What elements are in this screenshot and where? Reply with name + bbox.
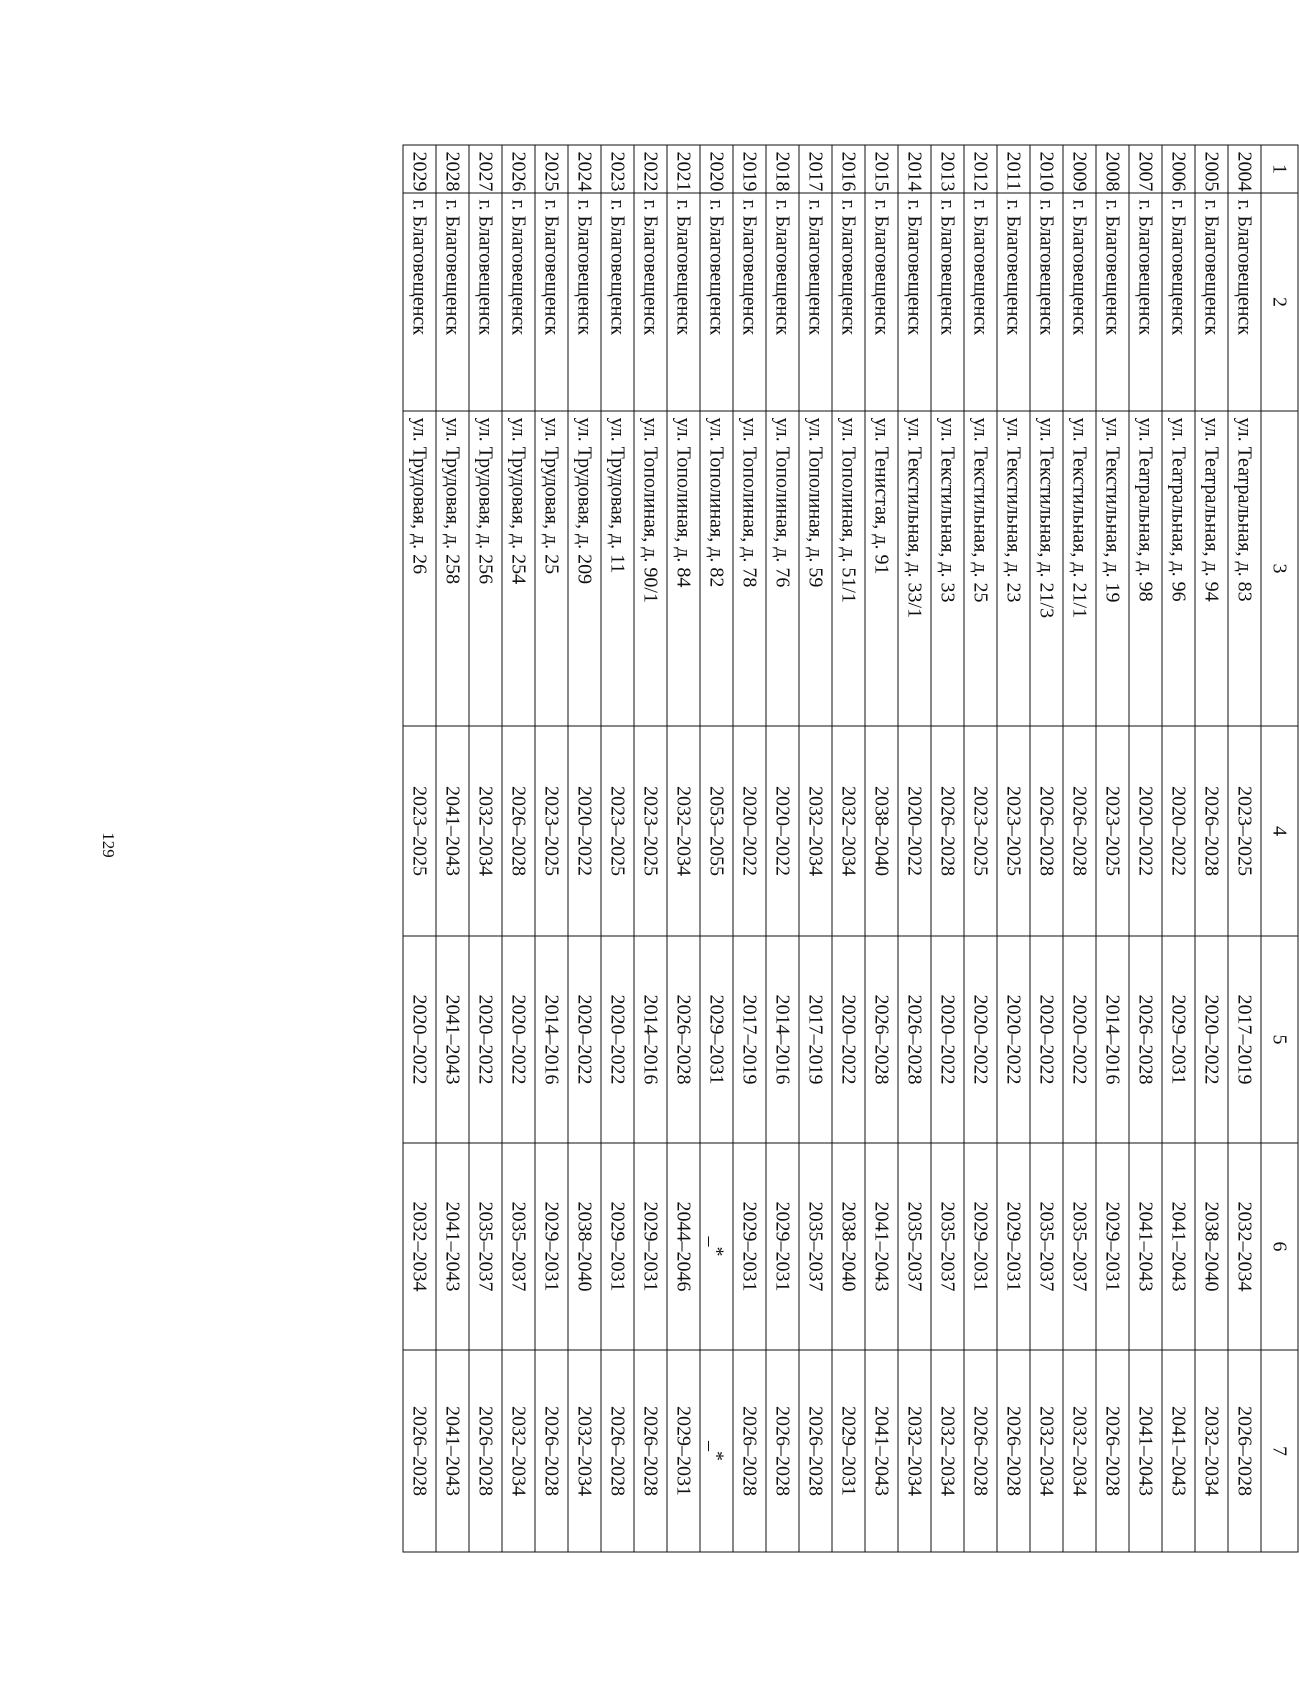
- period-col6-cell: 2044–2046: [667, 1143, 700, 1350]
- period-col6-cell: 2035–2037: [469, 1143, 502, 1350]
- period-col5-cell: 2020–2022: [964, 936, 997, 1143]
- period-col5-cell: 2020–2022: [1063, 936, 1096, 1143]
- period-col6-cell: 2041–2043: [1162, 1143, 1195, 1350]
- city-cell: г. Благовещенск: [436, 193, 469, 411]
- address-cell: ул. Трудовая, д. 258: [436, 411, 469, 726]
- table-row: [436, 145, 469, 1552]
- row-number-cell: 2019: [733, 145, 766, 193]
- period-col5-cell: 2041–2043: [436, 936, 469, 1143]
- period-col6-cell: 2029–2031: [601, 1143, 634, 1350]
- table-row: [997, 145, 1030, 1552]
- page-number: 129: [99, 832, 118, 858]
- period-col7-cell: 2026–2028: [1096, 1350, 1129, 1552]
- period-col5-cell: 2020–2022: [1195, 936, 1228, 1143]
- period-col4-cell: 2023–2025: [535, 726, 568, 936]
- table-row: [1195, 145, 1228, 1552]
- table-row: [469, 145, 502, 1552]
- period-col6-cell: 2035–2037: [1030, 1143, 1063, 1350]
- period-col5-cell: 2020–2022: [1030, 936, 1063, 1143]
- table-row: [403, 145, 436, 1552]
- address-cell: ул. Театральная, д. 94: [1195, 411, 1228, 726]
- header-cell-4: 4: [1261, 726, 1298, 936]
- period-col7-cell: 2032–2034: [1030, 1350, 1063, 1552]
- period-col6-cell: 2029–2031: [634, 1143, 667, 1350]
- period-col7-cell: 2026–2028: [964, 1350, 997, 1552]
- period-col5-cell: 2026–2028: [1129, 936, 1162, 1143]
- city-cell: г. Благовещенск: [469, 193, 502, 411]
- period-col6-cell: 2029–2031: [964, 1143, 997, 1350]
- address-cell: ул. Трудовая, д. 209: [568, 411, 601, 726]
- header-cell-1: 1: [1261, 145, 1298, 193]
- address-cell: ул. Трудовая, д. 11: [601, 411, 634, 726]
- period-col6-cell: 2029–2031: [766, 1143, 799, 1350]
- period-col5-cell: 2020–2022: [403, 936, 436, 1143]
- period-col4-cell: 2020–2022: [766, 726, 799, 936]
- table-row: [1129, 145, 1162, 1552]
- period-col7-cell: 2026–2028: [733, 1350, 766, 1552]
- city-cell: г. Благовещенск: [799, 193, 832, 411]
- table-row: [1162, 145, 1195, 1552]
- period-col6-cell: 2038–2040: [568, 1143, 601, 1350]
- rotated-table-container: [408, 145, 1299, 1552]
- period-col4-cell: 2020–2022: [1162, 726, 1195, 936]
- city-cell: г. Благовещенск: [865, 193, 898, 411]
- period-col7-cell: 2026–2028: [997, 1350, 1030, 1552]
- table-body: [403, 145, 1261, 1552]
- address-cell: ул. Тополиная, д. 82: [700, 411, 733, 726]
- address-cell: ул. Текстильная, д. 21/1: [1063, 411, 1096, 726]
- row-number-cell: 2024: [568, 145, 601, 193]
- row-number-cell: 2028: [436, 145, 469, 193]
- period-col6-cell: 2032–2034: [1228, 1143, 1261, 1350]
- header-cell-2: 2: [1261, 193, 1298, 411]
- period-col4-cell: 2038–2040: [865, 726, 898, 936]
- period-col4-cell: 2023–2025: [601, 726, 634, 936]
- city-cell: г. Благовещенск: [733, 193, 766, 411]
- header-row: [1261, 145, 1298, 1552]
- period-col4-cell: 2023–2025: [1228, 726, 1261, 936]
- period-col6-cell: 2041–2043: [436, 1143, 469, 1350]
- address-cell: ул. Тополиная, д. 78: [733, 411, 766, 726]
- row-number-cell: 2008: [1096, 145, 1129, 193]
- period-col5-cell: 2014–2016: [535, 936, 568, 1143]
- period-col5-cell: 2014–2016: [1096, 936, 1129, 1143]
- period-col6-cell: 2038–2040: [832, 1143, 865, 1350]
- period-col6-cell: 2035–2037: [1063, 1143, 1096, 1350]
- row-number-cell: 2026: [502, 145, 535, 193]
- period-col7-cell: 2026–2028: [403, 1350, 436, 1552]
- period-col5-cell: 2020–2022: [601, 936, 634, 1143]
- period-col4-cell: 2023–2025: [1096, 726, 1129, 936]
- period-col5-cell: 2026–2028: [865, 936, 898, 1143]
- period-col4-cell: 2023–2025: [634, 726, 667, 936]
- period-col7-cell: 2032–2034: [568, 1350, 601, 1552]
- row-number-cell: 2012: [964, 145, 997, 193]
- period-col5-cell: 2026–2028: [667, 936, 700, 1143]
- row-number-cell: 2018: [766, 145, 799, 193]
- address-cell: ул. Текстильная, д. 33/1: [898, 411, 931, 726]
- period-col4-cell: 2026–2028: [931, 726, 964, 936]
- table-row: [1096, 145, 1129, 1552]
- period-col7-cell: 2032–2034: [898, 1350, 931, 1552]
- row-number-cell: 2010: [1030, 145, 1063, 193]
- city-cell: г. Благовещенск: [1162, 193, 1195, 411]
- address-cell: ул. Текстильная, д. 25: [964, 411, 997, 726]
- period-col4-cell: 2020–2022: [1129, 726, 1162, 936]
- period-col6-cell: 2029–2031: [1096, 1143, 1129, 1350]
- address-cell: ул. Театральная, д. 98: [1129, 411, 1162, 726]
- address-cell: ул. Тополиная, д. 59: [799, 411, 832, 726]
- address-cell: ул. Театральная, д. 83: [1228, 411, 1261, 726]
- header-cell-7: 7: [1261, 1350, 1298, 1552]
- period-col6-cell: 2035–2037: [898, 1143, 931, 1350]
- period-col7-cell: 2041–2043: [1162, 1350, 1195, 1552]
- period-col7-cell: 2026–2028: [766, 1350, 799, 1552]
- city-cell: г. Благовещенск: [1063, 193, 1096, 411]
- header-cell-6: 6: [1261, 1143, 1298, 1350]
- city-cell: г. Благовещенск: [568, 193, 601, 411]
- city-cell: г. Благовещенск: [700, 193, 733, 411]
- period-col5-cell: 2017–2019: [733, 936, 766, 1143]
- period-col5-cell: 2020–2022: [469, 936, 502, 1143]
- address-cell: ул. Трудовая, д. 26: [403, 411, 436, 726]
- row-number-cell: 2009: [1063, 145, 1096, 193]
- row-number-cell: 2006: [1162, 145, 1195, 193]
- table-row: [1228, 145, 1261, 1552]
- period-col7-cell: 2041–2043: [865, 1350, 898, 1552]
- period-col6-cell: 2041–2043: [1129, 1143, 1162, 1350]
- address-cell: ул. Тополиная, д. 76: [766, 411, 799, 726]
- address-cell: ул. Текстильная, д. 21/3: [1030, 411, 1063, 726]
- period-col7-cell: 2032–2034: [502, 1350, 535, 1552]
- row-number-cell: 2017: [799, 145, 832, 193]
- period-col4-cell: 2026–2028: [502, 726, 535, 936]
- row-number-cell: 2029: [403, 145, 436, 193]
- period-col5-cell: 2017–2019: [1228, 936, 1261, 1143]
- period-col5-cell: 2020–2022: [568, 936, 601, 1143]
- period-col5-cell: 2020–2022: [832, 936, 865, 1143]
- city-cell: г. Благовещенск: [535, 193, 568, 411]
- table-row: [964, 145, 997, 1552]
- table-row: [667, 145, 700, 1552]
- period-col7-cell: 2026–2028: [1228, 1350, 1261, 1552]
- period-col5-cell: 2026–2028: [898, 936, 931, 1143]
- period-col7-cell: 2026–2028: [535, 1350, 568, 1552]
- row-number-cell: 2011: [997, 145, 1030, 193]
- city-cell: г. Благовещенск: [1129, 193, 1162, 411]
- city-cell: г. Благовещенск: [1030, 193, 1063, 411]
- period-col7-cell: 2032–2034: [1063, 1350, 1096, 1552]
- period-col7-cell: 2029–2031: [667, 1350, 700, 1552]
- period-col4-cell: 2026–2028: [1195, 726, 1228, 936]
- address-cell: ул. Тополиная, д. 51/1: [832, 411, 865, 726]
- period-col4-cell: 2020–2022: [733, 726, 766, 936]
- table-row: [898, 145, 931, 1552]
- period-col6-cell: 2038–2040: [1195, 1143, 1228, 1350]
- row-number-cell: 2014: [898, 145, 931, 193]
- row-number-cell: 2004: [1228, 145, 1261, 193]
- row-number-cell: 2023: [601, 145, 634, 193]
- period-col7-cell: 2026–2028: [469, 1350, 502, 1552]
- city-cell: г. Благовещенск: [964, 193, 997, 411]
- table-row: [1063, 145, 1096, 1552]
- period-col4-cell: 2032–2034: [469, 726, 502, 936]
- header-cell-5: 5: [1261, 936, 1298, 1143]
- period-col4-cell: 2026–2028: [1063, 726, 1096, 936]
- period-col4-cell: 2032–2034: [832, 726, 865, 936]
- period-col5-cell: 2029–2031: [700, 936, 733, 1143]
- period-col7-cell: 2026–2028: [799, 1350, 832, 1552]
- period-col4-cell: 2020–2022: [898, 726, 931, 936]
- table-row: [502, 145, 535, 1552]
- period-col4-cell: 2032–2034: [667, 726, 700, 936]
- period-col6-cell: 2035–2037: [799, 1143, 832, 1350]
- period-col6-cell: 2029–2031: [997, 1143, 1030, 1350]
- address-cell: ул. Трудовая, д. 256: [469, 411, 502, 726]
- period-col5-cell: 2020–2022: [997, 936, 1030, 1143]
- period-col7-cell: 2041–2043: [1129, 1350, 1162, 1552]
- table-row: [865, 145, 898, 1552]
- row-number-cell: 2021: [667, 145, 700, 193]
- row-number-cell: 2022: [634, 145, 667, 193]
- city-cell: г. Благовещенск: [1195, 193, 1228, 411]
- city-cell: г. Благовещенск: [931, 193, 964, 411]
- city-cell: г. Благовещенск: [766, 193, 799, 411]
- table-row: [700, 145, 733, 1552]
- period-col5-cell: 2020–2022: [502, 936, 535, 1143]
- row-number-cell: 2020: [700, 145, 733, 193]
- period-col7-cell: 2026–2028: [634, 1350, 667, 1552]
- table-row: [601, 145, 634, 1552]
- period-col6-cell: 2029–2031: [535, 1143, 568, 1350]
- city-cell: г. Благовещенск: [1096, 193, 1129, 411]
- period-col5-cell: 2014–2016: [766, 936, 799, 1143]
- table-row: [1030, 145, 1063, 1552]
- period-col5-cell: 2014–2016: [634, 936, 667, 1143]
- period-col6-cell: 2035–2037: [931, 1143, 964, 1350]
- period-col6-cell: 2032–2034: [403, 1143, 436, 1350]
- period-col6-cell: 2041–2043: [865, 1143, 898, 1350]
- address-cell: ул. Тополиная, д. 90/1: [634, 411, 667, 726]
- address-cell: ул. Текстильная, д. 33: [931, 411, 964, 726]
- row-number-cell: 2016: [832, 145, 865, 193]
- city-cell: г. Благовещенск: [832, 193, 865, 411]
- period-col7-cell: 2029–2031: [832, 1350, 865, 1552]
- period-col7-cell: _*: [700, 1350, 733, 1552]
- row-number-cell: 2025: [535, 145, 568, 193]
- period-col6-cell: _*: [700, 1143, 733, 1350]
- period-col6-cell: 2035–2037: [502, 1143, 535, 1350]
- address-cell: ул. Тополиная, д. 84: [667, 411, 700, 726]
- city-cell: г. Благовещенск: [634, 193, 667, 411]
- address-cell: ул. Трудовая, д. 254: [502, 411, 535, 726]
- city-cell: г. Благовещенск: [1228, 193, 1261, 411]
- city-cell: г. Благовещенск: [997, 193, 1030, 411]
- period-col5-cell: 2017–2019: [799, 936, 832, 1143]
- row-number-cell: 2015: [865, 145, 898, 193]
- period-col7-cell: 2041–2043: [436, 1350, 469, 1552]
- city-cell: г. Благовещенск: [502, 193, 535, 411]
- period-col4-cell: 2020–2022: [568, 726, 601, 936]
- table-row: [535, 145, 568, 1552]
- table-row: [799, 145, 832, 1552]
- period-col4-cell: 2053–2055: [700, 726, 733, 936]
- period-col4-cell: 2023–2025: [997, 726, 1030, 936]
- period-col4-cell: 2032–2034: [799, 726, 832, 936]
- period-col5-cell: 2020–2022: [931, 936, 964, 1143]
- row-number-cell: 2027: [469, 145, 502, 193]
- address-cell: ул. Трудовая, д. 25: [535, 411, 568, 726]
- period-col4-cell: 2023–2025: [403, 726, 436, 936]
- address-cell: ул. Текстильная, д. 23: [997, 411, 1030, 726]
- address-cell: ул. Тенистая, д. 91: [865, 411, 898, 726]
- address-cell: ул. Театральная, д. 96: [1162, 411, 1195, 726]
- address-cell: ул. Текстильная, д. 19: [1096, 411, 1129, 726]
- period-col4-cell: 2041–2043: [436, 726, 469, 936]
- table-row: [931, 145, 964, 1552]
- table-row: [766, 145, 799, 1552]
- period-col4-cell: 2023–2025: [964, 726, 997, 936]
- period-col5-cell: 2029–2031: [1162, 936, 1195, 1143]
- header-cell-3: 3: [1261, 411, 1298, 726]
- period-col4-cell: 2026–2028: [1030, 726, 1063, 936]
- table-row: [832, 145, 865, 1552]
- row-number-cell: 2007: [1129, 145, 1162, 193]
- table-row: [733, 145, 766, 1552]
- city-cell: г. Благовещенск: [898, 193, 931, 411]
- data-table: [403, 145, 1299, 1553]
- table-row: [634, 145, 667, 1552]
- period-col6-cell: 2029–2031: [733, 1143, 766, 1350]
- city-cell: г. Благовещенск: [601, 193, 634, 411]
- period-col7-cell: 2032–2034: [1195, 1350, 1228, 1552]
- period-col7-cell: 2026–2028: [601, 1350, 634, 1552]
- city-cell: г. Благовещенск: [403, 193, 436, 411]
- period-col7-cell: 2032–2034: [931, 1350, 964, 1552]
- city-cell: г. Благовещенск: [667, 193, 700, 411]
- row-number-cell: 2013: [931, 145, 964, 193]
- table-row: [568, 145, 601, 1552]
- row-number-cell: 2005: [1195, 145, 1228, 193]
